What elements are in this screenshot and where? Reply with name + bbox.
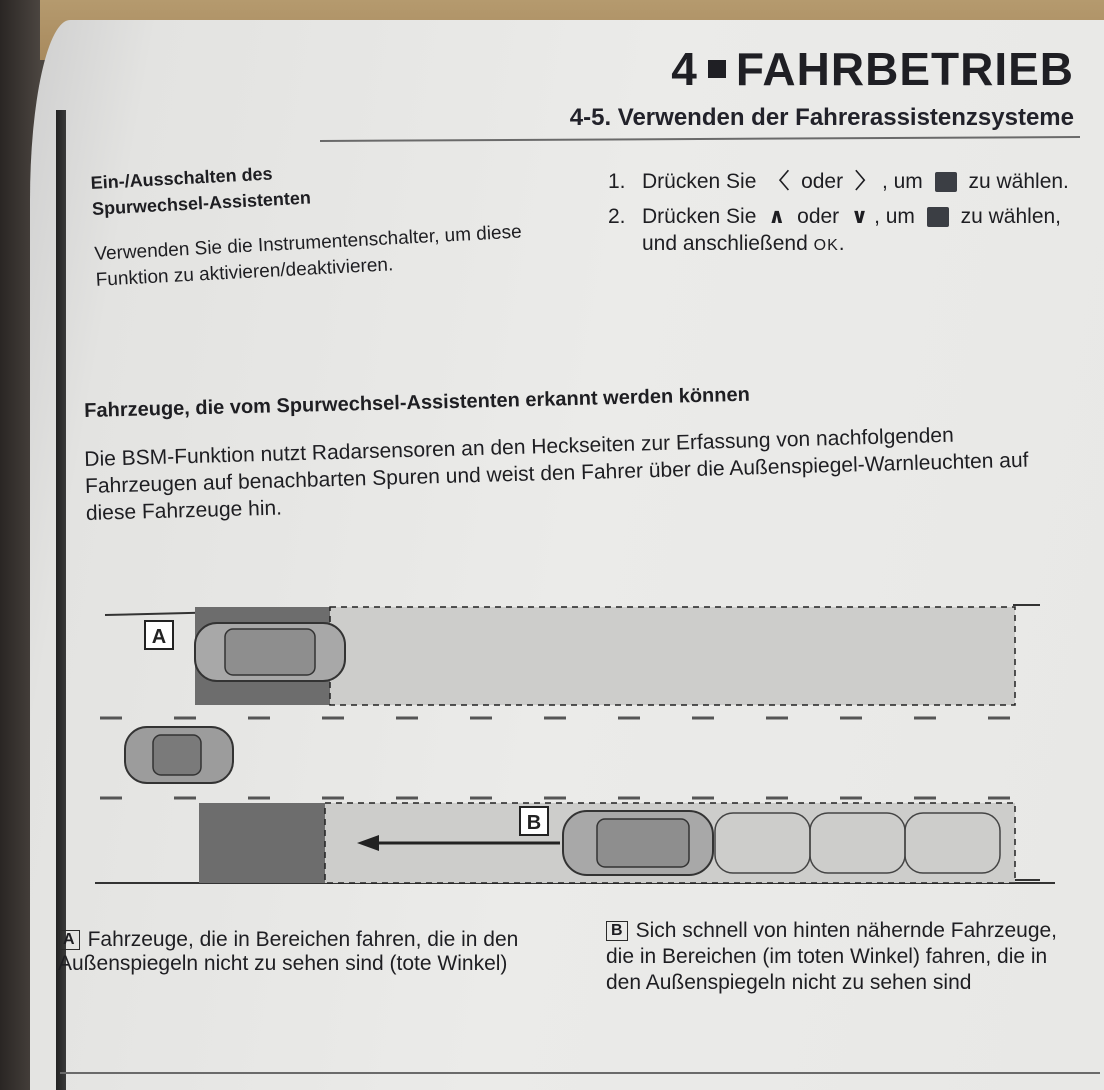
section-title: 4-5. Verwenden der Fahrerassistenzsysteme	[569, 104, 1074, 131]
step-text-part: zu wählen, und anschließend	[642, 205, 1062, 255]
step-number: 2.	[608, 205, 626, 228]
step-text-part: Drücken Sie	[642, 205, 757, 228]
chapter-square-icon	[708, 60, 726, 78]
lane-markings	[100, 718, 1050, 798]
step-text	[642, 203, 1078, 259]
blind-spot-diagram	[95, 595, 1055, 895]
chapter-number: 4	[671, 43, 698, 95]
step-text-part: Drücken Sie	[642, 170, 757, 193]
detect-paragraph: Die BSM-Funktion nutzt Radarsensoren an den Heckseiten zur Erfassung von nachfolgenden Fahrzeugen auf benachbarten Spuren und weist den Fahrer über die Außenspiegel-Warnleuchten auf diese Fahrzeuge hin.	[84, 423, 1029, 525]
detect-heading: Fahrzeuge, die vom Spurwechsel-Assistenten erkannt werden können	[84, 383, 751, 422]
step-text-part: , um	[874, 205, 915, 228]
label-a-text: A	[151, 626, 167, 648]
bsm-function-icon	[927, 207, 949, 227]
step-text-part: zu wählen.	[968, 170, 1069, 193]
toggle-heading-line1: Ein-/Ausschalten des	[90, 163, 274, 193]
step-text-part: , um	[881, 170, 923, 193]
step-text	[642, 168, 1069, 195]
ok-button-symbol: OK	[813, 237, 839, 254]
toggle-heading-line2: Spurwechsel-Assistenten	[91, 187, 312, 219]
label-b-text: B	[526, 812, 542, 834]
ego-car	[125, 727, 233, 783]
step-text-part: .	[838, 232, 845, 255]
step-number: 1.	[608, 170, 626, 193]
step-item	[608, 203, 1078, 259]
toggle-instructions	[90, 146, 546, 293]
car-zone-a	[195, 623, 345, 681]
right-arrow-icon: 〉	[854, 170, 876, 193]
zone-b-dark	[199, 803, 325, 883]
footer-rule	[60, 1072, 1100, 1074]
toggle-text: Verwenden Sie die Instrumentenschalter, um diese Funktion zu aktivieren/deaktivieren.	[93, 221, 523, 291]
legend-b-text: Sich schnell von hinten nähernde Fahrzeuge, die in Bereichen (im toten Winkel) fahren, die in den Außenspiegeln nicht zu sehen sind	[606, 919, 1058, 994]
label-b	[520, 807, 548, 835]
chapter-title	[671, 42, 1074, 96]
chapter-name: FAHRBETRIEB	[735, 43, 1074, 95]
step-text-part: oder	[801, 170, 844, 193]
legend-a	[58, 928, 528, 976]
legend-b	[606, 918, 1076, 996]
left-arrow-icon: 〈	[768, 170, 790, 193]
legend-a-tag: A	[58, 930, 80, 950]
step-text-part: oder	[797, 205, 840, 228]
legend-b-tag: B	[606, 921, 628, 941]
zone-a-light	[330, 607, 1015, 705]
down-arrow-icon: ∨	[851, 205, 869, 228]
label-a	[145, 621, 173, 649]
step-item	[608, 168, 1078, 195]
settings-gear-icon	[935, 172, 957, 192]
up-arrow-icon: ∧	[768, 205, 786, 228]
step-list	[608, 168, 1078, 267]
legend-a-text: Fahrzeuge, die in Bereichen fahren, die in den Außenspiegeln nicht zu sehen sind (tote Winkel)	[58, 928, 519, 975]
